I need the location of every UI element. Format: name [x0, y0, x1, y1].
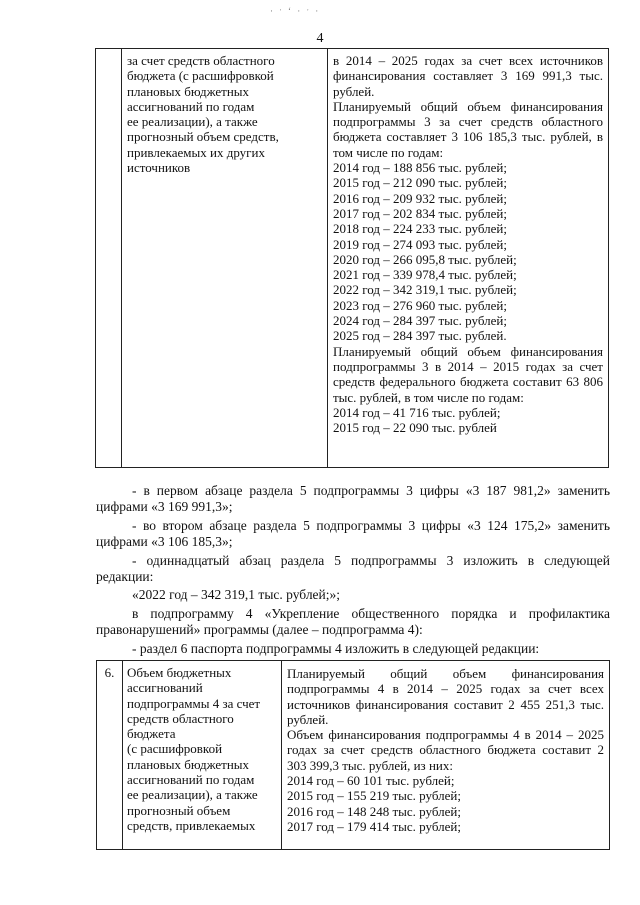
year-line: 2024 год – 284 397 тыс. рублей; — [333, 313, 507, 329]
regional-funding-paragraph: Планируемый общий объем финансирования подпрограммы 3 за счет средств областного бюджета составляет 3 106 185,3 тыс. рублей, в том числе по годам: — [333, 98, 603, 160]
year-line: 2016 год – 209 932 тыс. рублей; — [333, 190, 507, 206]
year-line: 2014 год – 60 101 тыс. рублей; — [287, 773, 455, 789]
label-line: средств областного — [127, 710, 234, 726]
instruction-item: в подпрограмму 4 «Укрепление общественного порядка и профилактика правонарушений» программы (далее – подпрограмма 4): — [96, 606, 610, 637]
label-line: ассигнований по годам — [127, 98, 255, 114]
instruction-item: - во втором абзаце раздела 5 подпрограммы 3 цифры «3 124 175,2» заменить цифрами «3 106 185,3»; — [96, 518, 610, 549]
year-line: 2021 год – 339 978,4 тыс. рублей; — [333, 267, 517, 283]
label-line: бюджета — [127, 726, 176, 742]
year-line: 2014 год – 188 856 тыс. рублей; — [333, 160, 507, 176]
label-line: (с расшифровкой — [127, 741, 223, 757]
total-funding-paragraph: Планируемый общий объем финансирования подпрограммы 4 в 2014 – 2025 годах за счет всех источников финансирования составит 2 455 251,3 тыс. рублей. — [287, 666, 604, 727]
row-number-cell: 6. — [97, 661, 123, 850]
label-line: средств, привлекаемых — [127, 817, 256, 833]
scan-smudge: · ˑ ʻ · ˑ · — [270, 6, 321, 16]
row-number-cell — [96, 49, 122, 468]
year-line: 2017 год – 202 834 тыс. рублей; — [333, 205, 507, 221]
label-line: подпрограммы 4 за счет — [127, 695, 261, 711]
year-line: 2016 год – 148 248 тыс. рублей; — [287, 803, 461, 819]
label-line: бюджета (с расшифровкой — [127, 68, 274, 84]
year-line: 2015 год – 212 090 тыс. рублей; — [333, 175, 507, 191]
amendment-instructions — [96, 483, 610, 657]
year-line: 2019 год – 274 093 тыс. рублей; — [333, 236, 507, 252]
federal-funding-paragraph: Планируемый общий объем финансирования подпрограммы 3 в 2014 – 2015 годах за счет средств федерального бюджета составит 63 806 тыс. рублей, в том числе по годам: — [333, 343, 603, 405]
label-line: за счет средств областного — [127, 53, 275, 68]
row-label-cell — [122, 49, 328, 468]
label-line: плановых бюджетных — [127, 83, 250, 99]
year-line: 2025 год – 284 397 тыс. рублей. — [333, 328, 507, 344]
label-line: прогнозный объем средств, — [127, 129, 279, 145]
instruction-item: - одиннадцатый абзац раздела 5 подпрограммы 3 изложить в следующей редакции: — [96, 553, 610, 584]
total-funding-paragraph: в 2014 – 2025 годах за счет всех источников финансирования составляет 3 169 991,3 тыс. рублей. — [333, 53, 603, 99]
year-line: 2023 год – 276 960 тыс. рублей; — [333, 297, 507, 313]
label-line: ее реализации), а также — [127, 114, 258, 130]
year-line: 2015 год – 22 090 тыс. рублей — [333, 420, 497, 436]
year-line: 2014 год – 41 716 тыс. рублей; — [333, 404, 501, 420]
instruction-item: - раздел 6 паспорта подпрограммы 4 изложить в следующей редакции: — [132, 641, 540, 656]
year-line: 2015 год – 155 219 тыс. рублей; — [287, 788, 461, 804]
row-value-cell — [328, 49, 609, 468]
page-number: 4 — [316, 31, 324, 46]
instruction-quote: «2022 год – 342 319,1 тыс. рублей;»; — [132, 587, 341, 602]
label-line: плановых бюджетных — [127, 756, 250, 772]
label-line: прогнозный объем — [127, 802, 231, 818]
label-line: источников — [127, 160, 191, 176]
label-line: ассигнований по годам — [127, 772, 255, 788]
funding-table-subprogram-3 — [95, 48, 609, 468]
label-line: ассигнований — [127, 680, 203, 696]
row-label-cell — [123, 661, 282, 850]
instruction-item: - в первом абзаце раздела 5 подпрограммы 3 цифры «3 187 981,2» заменить цифрами «3 169 991,3»; — [96, 483, 610, 514]
label-line: привлекаемых их других — [127, 144, 265, 160]
funding-table-subprogram-4 — [96, 660, 610, 850]
year-line: 2022 год – 342 319,1 тыс. рублей; — [333, 282, 517, 298]
label-line: ее реализации), а также — [127, 787, 258, 803]
year-line: 2020 год – 266 095,8 тыс. рублей; — [333, 251, 517, 267]
year-line: 2017 год – 179 414 тыс. рублей; — [287, 818, 461, 834]
year-line: 2018 год – 224 233 тыс. рублей; — [333, 221, 507, 237]
row-value-cell — [282, 661, 610, 850]
regional-funding-paragraph: Объем финансирования подпрограммы 4 в 2014 – 2025 годах за счет средств областного бюджета составит 2 303 399,3 тыс. рублей, из них: — [287, 727, 604, 773]
label-line: Объем бюджетных — [127, 665, 232, 680]
